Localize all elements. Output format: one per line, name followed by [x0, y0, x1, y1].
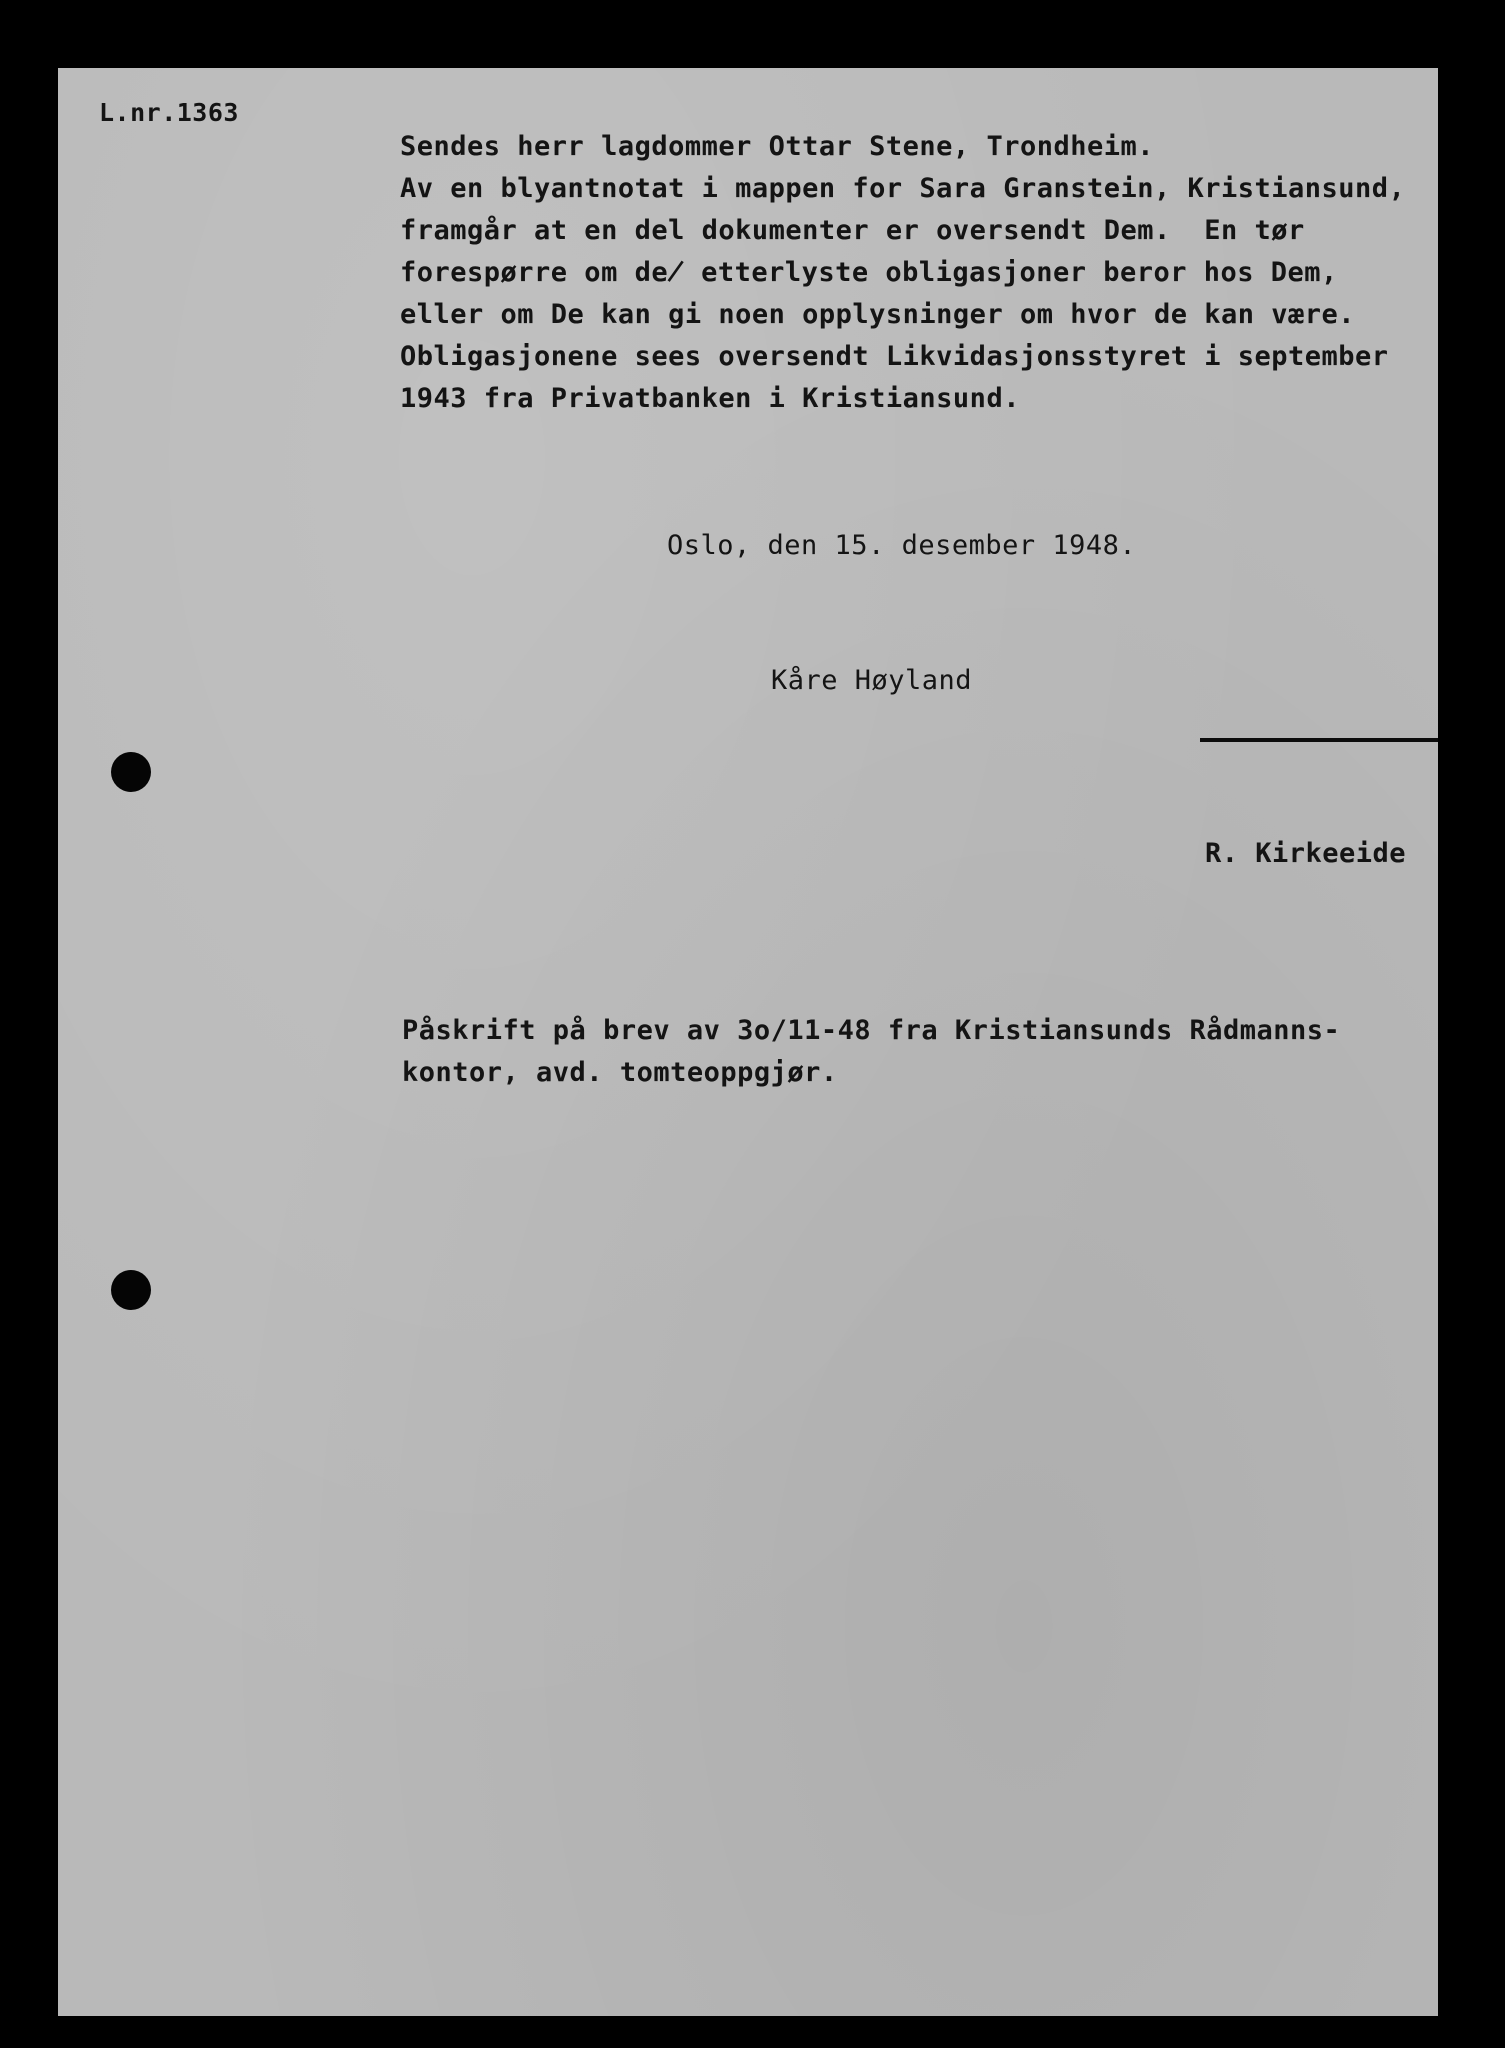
divider-line [1200, 738, 1438, 742]
letter-line: eller om De kan gi noen opplysninger om hvor de kan være. [400, 299, 1356, 330]
reference-number: L.nr.1363 [99, 98, 239, 127]
letter-line: Av en blyantnotat i mappen for Sara Granstein, Kristiansund, [400, 173, 1406, 204]
letter-line: 1943 fra Privatbanken i Kristiansund. [400, 383, 1020, 414]
signature-name-2: R. Kirkeeide [1205, 838, 1407, 869]
letter-line: Sendes herr lagdommer Ottar Stene, Trondheim. [400, 131, 1154, 162]
letter-line: forespørre om de̸ etterlyste obligasjoner beror hos Dem, [400, 257, 1338, 288]
punch-hole [111, 752, 151, 792]
place-and-date: Oslo, den 15. desember 1948. [667, 530, 1137, 561]
note-line: Påskrift på brev av 3o/11-48 fra Kristiansunds Rådmanns- [402, 1015, 1341, 1046]
punch-hole [111, 1270, 151, 1310]
signature-name-1: Kåre Høyland [771, 665, 973, 696]
letter-line: framgår at en del dokumenter er oversendt Dem. En tør [400, 215, 1305, 246]
letter-line: Obligasjonene sees oversendt Likvidasjonsstyret i september [400, 341, 1389, 372]
note-line: kontor, avd. tomteoppgjør. [402, 1057, 838, 1088]
